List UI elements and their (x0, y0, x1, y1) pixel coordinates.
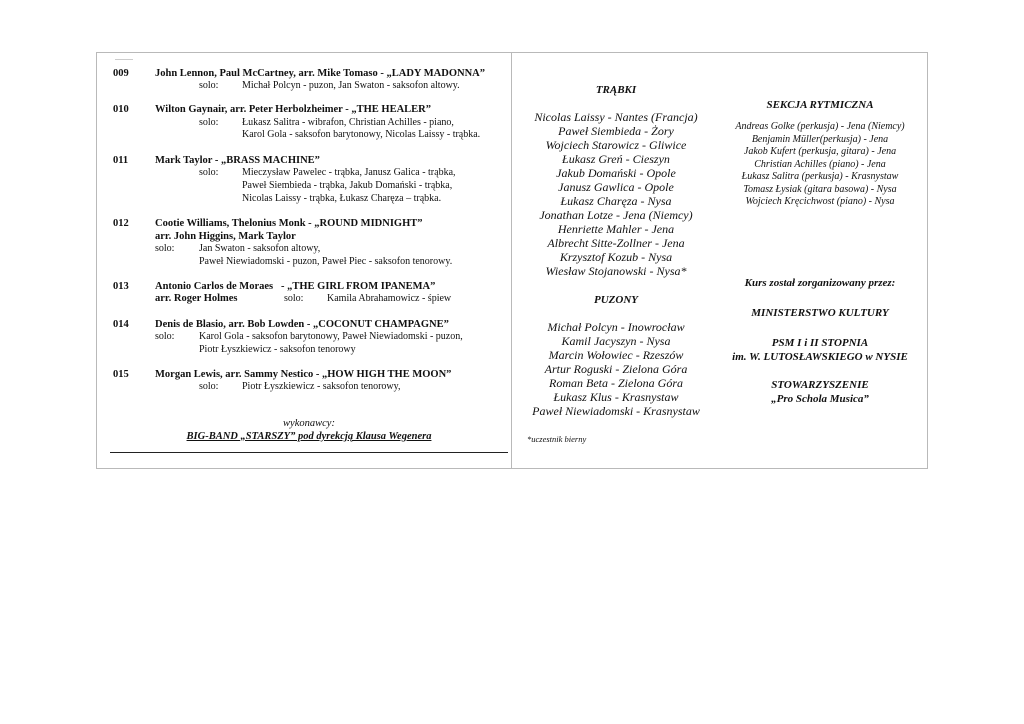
footnote: *uczestnik bierny (527, 434, 587, 444)
fold-divider (511, 52, 512, 469)
bottom-rule (110, 452, 508, 453)
entry-title: Mark Taylor - „BRASS MACHINE” (155, 155, 320, 166)
solo-line: Jan Swaton - saksofon altowy, (199, 243, 321, 254)
organizer-school-line1: PSM I i II STOPNIA (771, 337, 869, 349)
trombone-player: Artur Roguski - Zielona Góra (544, 362, 688, 376)
entry-number: 011 (113, 155, 129, 166)
solo-label: solo: (284, 293, 304, 304)
trumpet-player: Janusz Gawlica - Opole (558, 180, 674, 194)
trumpets-heading: TRĄBKI (595, 84, 637, 96)
trombone-player: Łukasz Klus - Krasnystaw (553, 390, 679, 404)
entry-number: 014 (113, 319, 129, 330)
trombone-player: Roman Beta - Zielona Góra (549, 376, 683, 390)
trumpet-player: Wojciech Starowicz - Gliwice (545, 138, 687, 152)
solo-label: solo: (199, 381, 219, 392)
trumpet-player: Jonathan Lotze - Jena (Niemcy) (539, 208, 693, 222)
entry-title: John Lennon, Paul McCartney, arr. Mike Tomaso - „LADY MADONNA” (155, 68, 485, 79)
solo-label: solo: (199, 167, 219, 178)
trombone-player: Michał Polcyn - Inowrocław (547, 320, 685, 334)
solo-label: solo: (155, 243, 175, 254)
organizer-ministry: MINISTERSTWO KULTURY (751, 307, 889, 319)
solo-label: solo: (199, 117, 219, 128)
trumpet-player: Łukasz Charęza - Nysa (560, 194, 672, 208)
trombone-player: Marcin Wołowiec - Rzeszów (548, 348, 684, 362)
entry-title: Wilton Gaynair, arr. Peter Herbolzheimer - „THE HEALER” (155, 104, 431, 115)
trumpet-player: Henriette Mahler - Jena (557, 222, 675, 236)
entry-number: 009 (113, 68, 129, 79)
organizer-association-line2: „Pro Schola Musica” (771, 393, 869, 405)
band-name: BIG-BAND „STARSZY” pod dyrekcją Klausa Wegenera (186, 430, 432, 442)
solo-line: Paweł Niewiadomski - puzon, Paweł Piec - saksofon tenorowy. (199, 256, 453, 267)
solo-line: Piotr Łyszkiewicz - saksofon tenorowy (199, 344, 356, 355)
solo-line: Kamila Abrahamowicz - śpiew (327, 293, 452, 304)
rhythm-section (716, 99, 924, 209)
trumpets-section (520, 84, 712, 278)
solo-line: Karol Gola - saksofon barytonowy, Nicolas Laissy - trąbka. (242, 129, 481, 140)
entry-title: Denis de Blasio, arr. Bob Lowden - „COCONUT CHAMPAGNE” (155, 319, 449, 330)
solo-line: Michał Polcyn - puzon, Jan Swaton - saksofon altowy. (242, 80, 460, 91)
trumpet-player: Albrecht Sitte-Zollner - Jena (547, 236, 685, 250)
organizers-intro: Kurs został zorganizowany przez: (744, 277, 896, 289)
rhythm-player: Tomasz Łysiak (gitara basowa) - Nysa (743, 183, 897, 195)
rhythm-player: Jakob Kufert (perkusja, gitara) - Jena (743, 146, 897, 157)
rhythm-player: Christian Achilles (piano) - Jena (754, 158, 886, 170)
performers-label: wykonawcy: (283, 418, 335, 429)
solo-label: solo: (199, 80, 219, 91)
solo-line: Karol Gola - saksofon barytonowy, Paweł Niewiadomski - puzon, (199, 331, 463, 342)
trombones-heading: PUZONY (594, 294, 638, 306)
solo-label: solo: (155, 331, 175, 342)
solo-line: Paweł Siembieda - trąbka, Jakub Domański - trąbka, (242, 180, 453, 191)
organizer-association-line1: STOWARZYSZENIE (771, 379, 869, 391)
entry-number: 012 (113, 218, 129, 229)
corner-mark (115, 59, 133, 60)
entry-arranger: arr. Roger Holmes (155, 293, 238, 304)
organizers-section (716, 276, 924, 406)
trumpet-player: Łukasz Greń - Cieszyn (562, 152, 670, 166)
entry-title: Morgan Lewis, arr. Sammy Nestico - „HOW HIGH THE MOON” (155, 369, 452, 380)
entry-number: 013 (113, 281, 129, 292)
entry-title: Cootie Williams, Thelonius Monk - „ROUND MIDNIGHT” (155, 218, 423, 229)
rhythm-player: Andreas Golke (perkusja) - Jena (Niemcy) (735, 121, 905, 132)
solo-line: Piotr Łyszkiewicz - saksofon tenorowy, (242, 381, 401, 392)
entry-arranger: arr. John Higgins, Mark Taylor (155, 231, 296, 242)
rhythm-list (716, 121, 924, 209)
rhythm-player: Wojciech Kręcichwost (piano) - Nysa (745, 196, 895, 207)
rhythm-player: Benjamin Müller(perkusja) - Jena (751, 133, 889, 145)
organizer-school-line2: im. W. LUTOSŁAWSKIEGO w NYSIE (732, 351, 908, 363)
entry-number: 015 (113, 369, 129, 380)
trombone-player: Paweł Niewiadomski - Krasnystaw (532, 404, 700, 418)
trumpet-player: Nicolas Laissy - Nantes (Francja) (534, 110, 698, 124)
trombones-section (520, 294, 712, 418)
entry-title: Antonio Carlos de Moraes - „THE GIRL FROM IPANEMA” (155, 281, 436, 292)
performers-block (110, 418, 508, 443)
trumpet-player: Paweł Siembieda - Żory (558, 124, 674, 138)
rhythm-player: Łukasz Salitra (perkusja) - Krasnystaw (741, 171, 899, 182)
solo-line: Nicolas Laissy - trąbka, Łukasz Charęza – trąbka. (242, 193, 442, 204)
entry-number: 010 (113, 104, 129, 115)
trumpets-list (520, 110, 712, 278)
trumpet-player: Jakub Domański - Opole (556, 166, 676, 180)
trombones-list (520, 320, 712, 418)
trumpet-player: Wiesław Stojanowski - Nysa* (545, 264, 687, 278)
trombone-player: Kamil Jacyszyn - Nysa (561, 334, 671, 348)
trumpet-player: Krzysztof Kozub - Nysa (559, 250, 673, 264)
solo-line: Łukasz Salitra - wibrafon, Christian Achilles - piano, (242, 117, 454, 128)
rhythm-heading: SEKCJA RYTMICZNA (766, 99, 874, 111)
solo-line: Mieczysław Pawelec - trąbka, Janusz Galica - trąbka, (242, 167, 456, 178)
